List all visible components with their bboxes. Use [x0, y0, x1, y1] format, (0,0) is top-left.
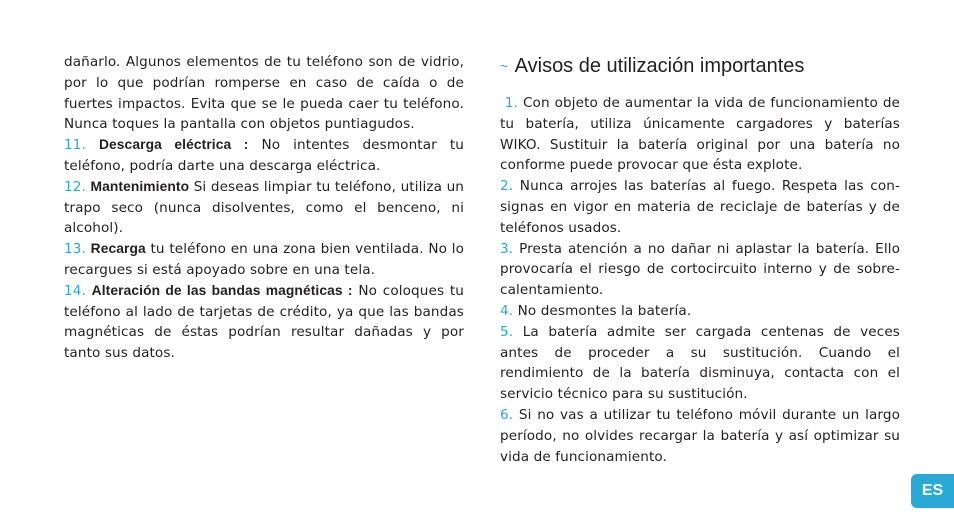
warning-item-2: [500, 176, 900, 238]
warning-item-4: [500, 301, 900, 322]
item-term: Alteración de las bandas magnéticas :: [91, 282, 353, 298]
item-term: Descarga eléctrica :: [98, 137, 249, 153]
left-column: [64, 52, 464, 364]
item-number: 2.: [500, 178, 514, 195]
item-text: Presta atención a no dañar ni aplastar la batería. Ello provocaría el riesgo de cortocircuito interno y de sobre-calentamiento.: [500, 240, 900, 299]
item-text: Nunca arrojes las baterías al fuego. Respeta las con-signas en vigor en materia de reciclaje de baterías y de teléfonos usados.: [500, 178, 900, 236]
item-text: La batería admite ser cargada centenas de veces antes de proceder a su sustitución. Cuando el rendimiento de la batería disminuya, contacta con el servicio técnico para su sustitución.: [500, 323, 900, 403]
heading-text: Avisos de utilización importantes: [514, 55, 805, 77]
warning-item-6: [500, 405, 900, 467]
item-text: No coloques tu teléfono al lado de tarjetas de crédito, ya que las bandas magnéticas de éstas podrían resultar dañadas y por tanto sus datos.: [64, 282, 465, 362]
item-number: 4.: [500, 302, 514, 319]
item-number: 5.: [500, 323, 514, 340]
intro-paragraph: dañarlo. Algunos elementos de tu teléfono son de vidrio, por lo que podrían romperse en caso de caída o de fuertes impactos. Evita que se le pueda caer tu teléfono. Nunca toques la pantalla con objetos puntiagudos.: [64, 54, 464, 133]
item-number: 13.: [64, 241, 86, 258]
item-12: [64, 177, 464, 239]
right-column: [500, 93, 900, 467]
language-tab: [911, 474, 954, 508]
warning-item-3: [500, 239, 900, 301]
warning-item-1: [500, 93, 900, 176]
item-term: Mantenimiento: [90, 178, 190, 194]
heading-marker: ~: [500, 58, 509, 74]
item-number: 14.: [64, 282, 86, 299]
language-label: ES: [921, 482, 944, 499]
item-number: 3.: [500, 240, 514, 257]
item-text: Si deseas limpiar tu teléfono, utiliza un trapo seco (nunca disolventes, como el benceno, ni alcohol).: [64, 178, 465, 237]
item-14: [64, 281, 464, 364]
item-text: tu teléfono en una zona bien ventilada. No lo recargues si está apoyado sobre en una tela.: [64, 241, 464, 278]
item-13: [64, 239, 464, 281]
warning-item-5: [500, 322, 900, 405]
item-text: Con objeto de aumentar la vida de funcionamiento de tu batería, utiliza únicamente cargadores y baterías WIKO. Sustituir la batería original por una batería no conforme puede provocar que ésta explote.: [500, 95, 901, 174]
item-text: Si no vas a utilizar tu teléfono móvil durante un largo período, no olvides recargar la batería y así optimizar su vida de funcionamiento.: [500, 406, 900, 465]
item-11: [64, 135, 464, 177]
item-term: Recarga: [90, 241, 146, 257]
section-heading: [500, 52, 900, 80]
item-number: 6.: [500, 406, 514, 423]
item-text: No desmontes la batería.: [513, 302, 692, 319]
item-number: 11.: [64, 137, 86, 154]
item-number: 12.: [64, 178, 86, 195]
item-text: No intentes desmontar tu teléfono, podría darte una descarga eléctrica.: [64, 137, 464, 174]
item-number: 1.: [504, 95, 519, 111]
